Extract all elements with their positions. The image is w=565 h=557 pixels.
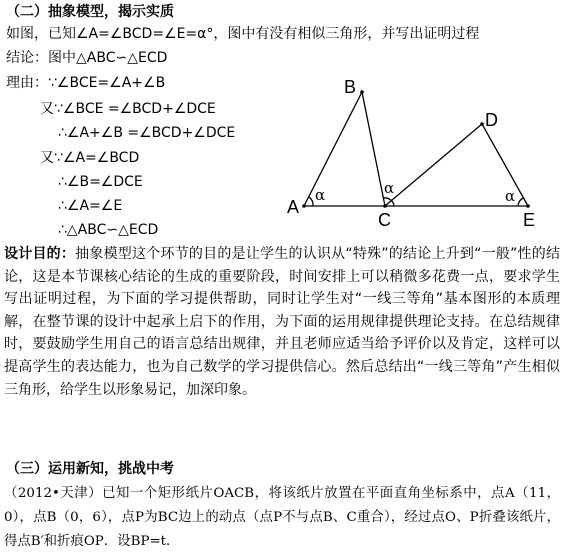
point-E-dot — [526, 204, 530, 208]
conclusion-text: 结论：图中△ABC∽△ECD — [6, 50, 168, 66]
problem-statement: 如图，已知∠A=∠BCD=∠E=α°，图中有没有相似三角形，并写出证明过程 — [6, 26, 480, 42]
proof-line-5: ∴∠B=∠DCE — [58, 174, 143, 190]
proof-line-7: ∴△ABC∽△ECD — [58, 222, 159, 238]
label-C: C — [378, 210, 391, 230]
segment-AB — [304, 92, 362, 206]
angle-E-arc — [518, 198, 523, 206]
section3-heading: （三）运用新知，挑战中考 — [6, 461, 174, 477]
label-D: D — [485, 110, 498, 130]
alpha-at-E: α — [505, 187, 516, 205]
design-purpose-paragraph — [4, 243, 560, 401]
proof-line-4: 又∵∠A=∠BCD — [40, 150, 140, 166]
angle-A-arc — [309, 197, 313, 206]
point-D-dot — [480, 122, 484, 126]
alpha-at-A: α — [315, 186, 326, 204]
point-A-dot — [302, 204, 306, 208]
section2-heading: （二）抽象模型，揭示实质 — [6, 4, 174, 20]
label-B: B — [344, 77, 357, 97]
section3-problem: （2012•天津）已知一个矩形纸片OACB，将该纸片放置在平面直角坐标系中，点A（11，0），点B（0，6），点P为BC边上的动点（点P不与点B、C重合），经过点O、P折叠该纸片，得点B′和折痕OP．设BP=t． — [4, 486, 560, 549]
label-A: A — [287, 197, 300, 217]
segment-BC — [362, 92, 385, 206]
proof-line-6: ∴∠A=∠E — [58, 198, 123, 214]
proof-line-3: ∴∠A+∠B =∠BCD+∠DCE — [58, 125, 236, 141]
point-C-dot — [383, 204, 387, 208]
alpha-at-C: α — [384, 179, 395, 197]
design-purpose-text: 抽象模型这个环节的目的是让学生的认识从“特殊”的结论上升到“一般”性的结论，这是本节课核心结论的生成的重要阶段，时间安排上可以稍微多花费一点，要求学生写出证明过程，为下面的学习提供帮助，同时让学生对“一线三等角”基本图形的本质理解，在整节课的设计中起承上启下的作用，为下面的运用规律提供理论支持。在总结规律时，要鼓励学生用自己的语言总结出规律，并且老师应适当给予评价以及肯定，这样可以提高学生的表达能力，也为自己数学的学习提供信心。然后总结出“一线三等角”产生相似三角形，给学生以形象易记，加深印象。 — [4, 246, 560, 398]
segment-CD — [385, 124, 482, 206]
design-purpose-lead: 设计目的： — [4, 246, 76, 262]
proof-line-1: 理由：∵∠BCE=∠A+∠B — [6, 75, 166, 91]
proof-line-2: 又∵∠BCE =∠BCD+∠DCE — [40, 101, 216, 117]
point-B-dot — [360, 90, 364, 94]
label-E: E — [523, 210, 536, 230]
